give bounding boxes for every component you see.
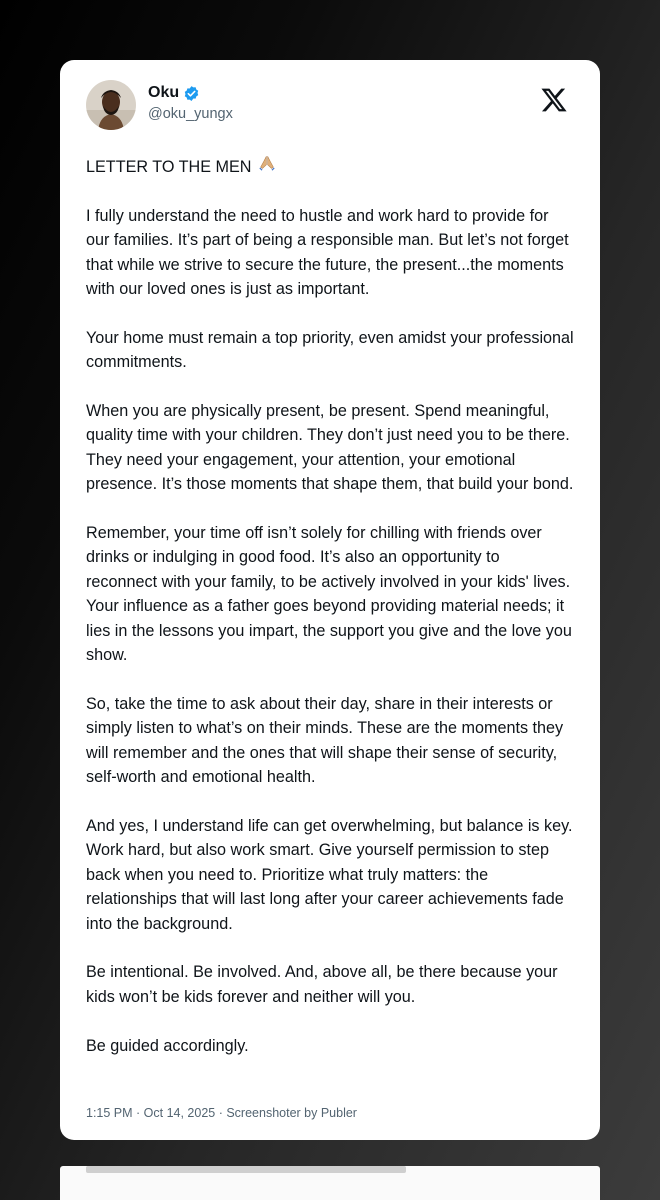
paragraph: So, take the time to ask about their day, share in their interests or simply listen to what’s on their minds. These are the moments they will remember and the ones that will shape their sense of security, self-worth and emotional health.: [86, 694, 564, 787]
paragraph: Remember, your time off isn’t solely for chilling with friends over drinks or indulging in good food. It’s also an opportunity to reconnect with your family, to be actively involved in your kids' lives. Your influence as a father goes beyond providing material needs; it lies in the lessons you impart, the support you give and the love you show.: [86, 524, 572, 665]
post-body: [86, 154, 574, 1058]
post-timestamp[interactable]: 1:15 PM · Oct 14, 2025 · Screenshoter by Publer: [86, 1106, 357, 1120]
paragraph: Be intentional. Be involved. And, above all, be there because your kids won’t be kids forever and neither will you.: [86, 963, 558, 1006]
paragraph: Be guided accordingly.: [86, 1036, 249, 1055]
post-header: [86, 78, 574, 136]
paragraph: When you are physically present, be present. Spend meaningful, quality time with your children. They don’t just need you to be there. They need your engagement, your attention, your emotional presence. It’s those moments that shape them, that build your bond.: [86, 402, 574, 494]
paragraph: Your home must remain a top priority, even amidst your professional commitments.: [86, 328, 574, 372]
post-card: [60, 60, 600, 1140]
post-title: LETTER TO THE MEN: [86, 157, 252, 176]
post-title-line: [86, 154, 574, 179]
x-logo-icon[interactable]: [540, 86, 568, 114]
next-card-edge: [60, 1166, 600, 1200]
author-name[interactable]: Oku: [148, 84, 180, 101]
paragraph: I fully understand the need to hustle and work hard to provide for our families. It’s part of being a responsible man. But let’s not forget that while we strive to secure the future, the present...the moments with our loved ones is just as important.: [86, 206, 569, 299]
author-name-row: [148, 84, 200, 102]
paragraph: And yes, I understand life can get overwhelming, but balance is key. Work hard, but also work smart. Give yourself permission to step back when you need to. Prioritize what truly matters: the relationships that will last long after your career achievements fade into the background.: [86, 816, 573, 933]
author-handle[interactable]: @oku_yungx: [148, 106, 233, 122]
cropped-text-line: [86, 1166, 406, 1173]
avatar[interactable]: [86, 80, 136, 130]
verified-badge-icon: [183, 85, 200, 102]
folded-hands-icon: [258, 154, 276, 179]
